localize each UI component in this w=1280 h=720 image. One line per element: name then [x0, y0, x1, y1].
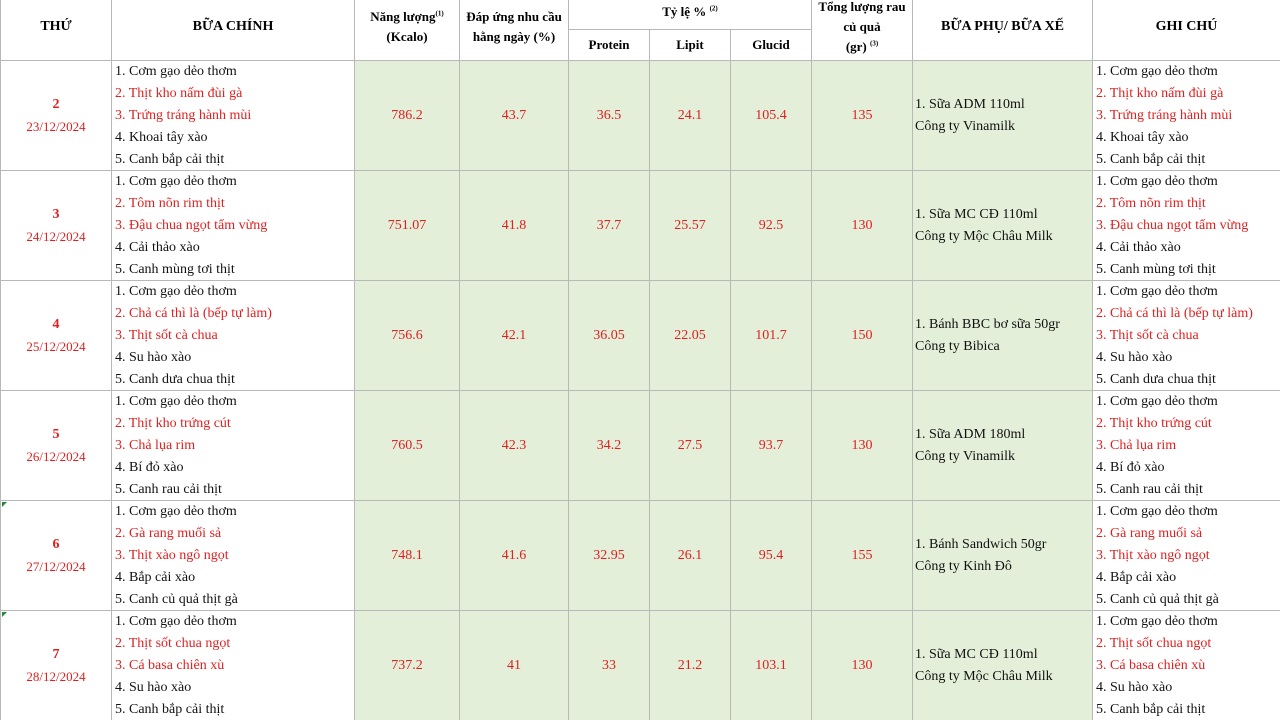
day-date: 27/12/2024	[26, 558, 86, 574]
meet-value: 41.8	[460, 171, 569, 281]
note-dish: 3. Cá basa chiên xù	[1093, 655, 1280, 677]
lipit-value: 26.1	[650, 501, 731, 611]
col-header-dap-ung: Đáp ứng nhu cầu hằng ngày (%)	[460, 0, 569, 61]
note-dish: 3. Trứng tráng hành mùi	[1093, 105, 1280, 127]
day-date: 25/12/2024	[26, 338, 86, 354]
snack-cell	[913, 611, 1093, 720]
day-cell	[1, 391, 112, 501]
main-dish: 3. Trứng tráng hành mùi	[112, 105, 355, 127]
energy-value: 748.1	[355, 501, 460, 611]
protein-value: 32.95	[569, 501, 650, 611]
main-dish: 1. Cơm gạo dẻo thơm	[112, 611, 355, 633]
main-dish: 4. Su hào xào	[112, 677, 355, 699]
day-number: 4	[52, 316, 60, 332]
energy-value: 737.2	[355, 611, 460, 720]
lipit-value: 22.05	[650, 281, 731, 391]
note-dish: 3. Đậu chua ngọt tẩm vừng	[1093, 215, 1280, 237]
day-date: 24/12/2024	[26, 228, 86, 244]
note-dish: 2. Tôm nõn rim thịt	[1093, 193, 1280, 215]
main-dish: 4. Khoai tây xào	[112, 127, 355, 149]
main-dish: 2. Thịt kho nấm đùi gà	[112, 83, 355, 105]
main-dish: 1. Cơm gạo dẻo thơm	[112, 391, 355, 413]
note-dish: 4. Bắp cải xào	[1093, 567, 1280, 589]
snack-item: 1. Sữa ADM 180ml	[915, 426, 1026, 442]
note-dish: 4. Cải thảo xào	[1093, 237, 1280, 259]
protein-value: 36.05	[569, 281, 650, 391]
main-dish: 4. Bắp cải xào	[112, 567, 355, 589]
snack-cell	[913, 61, 1093, 171]
main-dish: 2. Thịt sốt chua ngọt	[112, 633, 355, 655]
energy-value: 756.6	[355, 281, 460, 391]
meet-value: 41	[460, 611, 569, 720]
glucid-value: 95.4	[731, 501, 812, 611]
table-row	[1, 171, 1280, 193]
col-header-ghi-chu: GHI CHÚ	[1093, 0, 1280, 61]
veg-value: 130	[812, 391, 913, 501]
lipit-value: 24.1	[650, 61, 731, 171]
main-dish: 5. Canh rau cải thịt	[112, 479, 355, 501]
lipit-value: 27.5	[650, 391, 731, 501]
note-dish: 4. Su hào xào	[1093, 677, 1280, 699]
note-dish: 1. Cơm gạo dẻo thơm	[1093, 611, 1280, 633]
note-dish: 1. Cơm gạo dẻo thơm	[1093, 391, 1280, 413]
main-dish: 5. Canh bắp cải thịt	[112, 149, 355, 171]
main-dish: 1. Cơm gạo dẻo thơm	[112, 501, 355, 523]
main-dish: 2. Chả cá thì là (bếp tự làm)	[112, 303, 355, 325]
main-dish: 1. Cơm gạo dẻo thơm	[112, 61, 355, 83]
col-header-glucid: Glucid	[731, 30, 812, 61]
col-header-ty-le	[569, 0, 812, 30]
day-cell	[1, 611, 112, 720]
nang-luong-unit: (Kcalo)	[386, 29, 428, 44]
table-row	[1, 61, 1280, 83]
day-cell	[1, 171, 112, 281]
note-dish: 2. Thịt kho trứng cút	[1093, 413, 1280, 435]
main-dish: 3. Thịt sốt cà chua	[112, 325, 355, 347]
day-number: 6	[52, 536, 60, 552]
main-dish: 2. Tôm nõn rim thịt	[112, 193, 355, 215]
day-cell	[1, 61, 112, 171]
day-date: 28/12/2024	[26, 668, 86, 684]
note-dish: 3. Thịt sốt cà chua	[1093, 325, 1280, 347]
note-dish: 1. Cơm gạo dẻo thơm	[1093, 501, 1280, 523]
note-dish: 2. Chả cá thì là (bếp tự làm)	[1093, 303, 1280, 325]
glucid-value: 92.5	[731, 171, 812, 281]
protein-value: 34.2	[569, 391, 650, 501]
table-row	[1, 611, 1280, 633]
snack-company: Công ty Kinh Đô	[915, 558, 1012, 574]
day-date: 23/12/2024	[26, 118, 86, 134]
note-dish: 5. Canh củ quả thịt gà	[1093, 589, 1280, 611]
day-cell	[1, 281, 112, 391]
main-dish: 3. Thịt xào ngô ngọt	[112, 545, 355, 567]
day-date: 26/12/2024	[26, 448, 86, 464]
snack-item: 1. Sữa MC CĐ 110ml	[915, 646, 1038, 662]
energy-value: 751.07	[355, 171, 460, 281]
glucid-value: 103.1	[731, 611, 812, 720]
snack-item: 1. Bánh BBC bơ sữa 50gr	[915, 316, 1060, 332]
main-dish: 4. Bí đỏ xào	[112, 457, 355, 479]
note-dish: 5. Canh rau cải thịt	[1093, 479, 1280, 501]
note-dish: 3. Thịt xào ngô ngọt	[1093, 545, 1280, 567]
glucid-value: 105.4	[731, 61, 812, 171]
snack-item: 1. Sữa MC CĐ 110ml	[915, 206, 1038, 222]
note-dish: 4. Bí đỏ xào	[1093, 457, 1280, 479]
day-number: 2	[52, 96, 60, 112]
energy-value: 760.5	[355, 391, 460, 501]
col-header-protein: Protein	[569, 30, 650, 61]
nang-luong-label: Năng lượng	[370, 9, 436, 24]
tong-luong-sup: (3)	[870, 39, 879, 48]
snack-company: Công ty Vinamilk	[915, 448, 1016, 464]
header-row-1	[1, 0, 1280, 30]
table-row	[1, 391, 1280, 413]
veg-value: 135	[812, 61, 913, 171]
main-dish: 3. Chả lụa rim	[112, 435, 355, 457]
glucid-value: 101.7	[731, 281, 812, 391]
snack-cell	[913, 391, 1093, 501]
table-row	[1, 501, 1280, 523]
tong-luong-unit: (gr)	[845, 39, 867, 54]
note-dish: 2. Thịt sốt chua ngọt	[1093, 633, 1280, 655]
glucid-value: 93.7	[731, 391, 812, 501]
day-number: 5	[52, 426, 60, 442]
protein-value: 37.7	[569, 171, 650, 281]
col-header-lipit: Lipit	[650, 30, 731, 61]
menu-body	[1, 61, 1280, 720]
main-dish: 1. Cơm gạo dẻo thơm	[112, 281, 355, 303]
note-dish: 4. Khoai tây xào	[1093, 127, 1280, 149]
note-dish: 5. Canh bắp cải thịt	[1093, 149, 1280, 171]
snack-cell	[913, 501, 1093, 611]
note-dish: 3. Chả lụa rim	[1093, 435, 1280, 457]
note-dish: 5. Canh mùng tơi thịt	[1093, 259, 1280, 281]
snack-company: Công ty Mộc Châu Milk	[915, 668, 1053, 684]
table-row	[1, 281, 1280, 303]
protein-value: 36.5	[569, 61, 650, 171]
day-number: 7	[52, 646, 60, 662]
snack-cell	[913, 171, 1093, 281]
tong-luong-label: Tổng lượng rau củ quả	[818, 0, 906, 34]
meet-value: 42.3	[460, 391, 569, 501]
nang-luong-sup: (1)	[435, 9, 444, 18]
main-dish: 4. Su hào xào	[112, 347, 355, 369]
meet-value: 43.7	[460, 61, 569, 171]
note-dish: 5. Canh dưa chua thịt	[1093, 369, 1280, 391]
energy-value: 786.2	[355, 61, 460, 171]
veg-value: 130	[812, 611, 913, 720]
main-dish: 5. Canh mùng tơi thịt	[112, 259, 355, 281]
note-dish: 1. Cơm gạo dẻo thơm	[1093, 171, 1280, 193]
col-header-bua-chinh: BỮA CHÍNH	[112, 0, 355, 61]
col-header-tong-luong	[812, 0, 913, 61]
main-dish: 2. Thịt kho trứng cút	[112, 413, 355, 435]
ty-le-label: Tỷ lệ %	[662, 3, 707, 19]
main-dish: 5. Canh dưa chua thịt	[112, 369, 355, 391]
snack-item: 1. Bánh Sandwich 50gr	[915, 536, 1047, 552]
day-number: 3	[52, 206, 60, 222]
col-header-bua-phu: BỮA PHỤ/ BỮA XẾ	[913, 0, 1093, 61]
main-dish: 1. Cơm gạo dẻo thơm	[112, 171, 355, 193]
main-dish: 3. Đậu chua ngọt tẩm vừng	[112, 215, 355, 237]
note-dish: 1. Cơm gạo dẻo thơm	[1093, 61, 1280, 83]
note-dish: 2. Thịt kho nấm đùi gà	[1093, 83, 1280, 105]
main-dish: 2. Gà rang muối sả	[112, 523, 355, 545]
main-dish: 4. Cải thảo xào	[112, 237, 355, 259]
note-dish: 2. Gà rang muối sả	[1093, 523, 1280, 545]
veg-value: 150	[812, 281, 913, 391]
snack-cell	[913, 281, 1093, 391]
day-cell	[1, 501, 112, 611]
snack-company: Công ty Bibica	[915, 338, 1000, 354]
main-dish: 5. Canh bắp cải thịt	[112, 699, 355, 720]
snack-item: 1. Sữa ADM 110ml	[915, 96, 1025, 112]
protein-value: 33	[569, 611, 650, 720]
meet-value: 41.6	[460, 501, 569, 611]
meet-value: 42.1	[460, 281, 569, 391]
main-dish: 3. Cá basa chiên xù	[112, 655, 355, 677]
snack-company: Công ty Mộc Châu Milk	[915, 228, 1053, 244]
note-dish: 1. Cơm gạo dẻo thơm	[1093, 281, 1280, 303]
veg-value: 130	[812, 171, 913, 281]
comment-marker-icon	[2, 612, 7, 617]
lipit-value: 21.2	[650, 611, 731, 720]
lipit-value: 25.57	[650, 171, 731, 281]
main-dish: 5. Canh củ quả thịt gà	[112, 589, 355, 611]
comment-marker-icon	[2, 502, 7, 507]
col-header-thu: THỨ	[1, 0, 112, 61]
ty-le-sup: (2)	[709, 4, 718, 13]
snack-company: Công ty Vinamilk	[915, 118, 1016, 134]
col-header-nang-luong	[355, 0, 460, 61]
veg-value: 155	[812, 501, 913, 611]
note-dish: 5. Canh bắp cải thịt	[1093, 699, 1280, 720]
note-dish: 4. Su hào xào	[1093, 347, 1280, 369]
